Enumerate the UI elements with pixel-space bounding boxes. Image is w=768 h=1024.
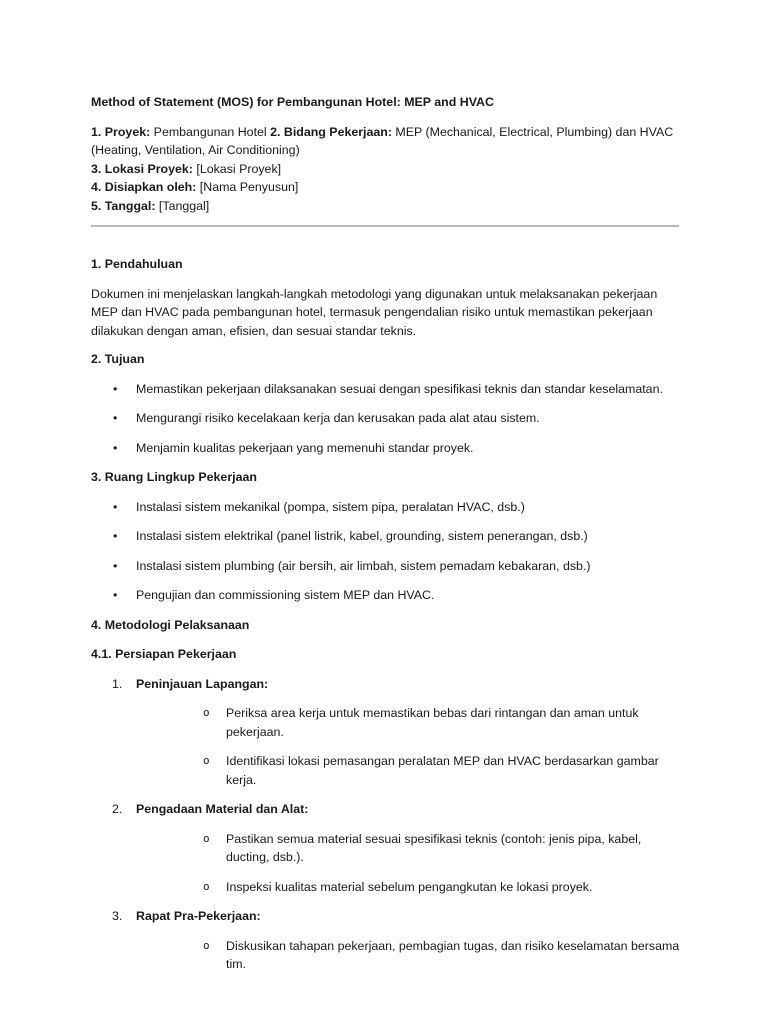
meta-disiapkan-value: [Nama Penyusun] <box>196 180 299 194</box>
step-item <box>91 907 681 974</box>
section-heading-tujuan: 2. Tujuan <box>91 352 145 366</box>
sub-list-item: o Diskusikan tahapan pekerjaan, pembagian tugas, dan risiko keselamatan bersama tim. <box>136 937 681 974</box>
step-sub-list <box>136 830 681 897</box>
meta-tanggal-value: [Tanggal] <box>155 198 210 213</box>
meta-bidang-label: 2. Bidang Pekerjaan: <box>270 124 392 139</box>
subsection-heading-persiapan: 4.1. Persiapan Pekerjaan <box>91 647 237 661</box>
meta-lokasi-value: [Lokasi Proyek] <box>192 161 282 176</box>
step-sub-list <box>136 937 681 974</box>
step-item <box>91 800 681 896</box>
meta-proyek-bidang <box>91 123 681 160</box>
sub-list-item: o Pastikan semua material sesuai spesifikasi teknis (contoh: jenis pipa, kabel, ducting, dsb.). <box>136 830 681 867</box>
meta-lokasi-label: 3. Lokasi Proyek: <box>91 161 193 176</box>
meta-tanggal <box>91 197 681 216</box>
meta-disiapkan <box>91 178 681 197</box>
list-item: • Mengurangi risiko kecelakaan kerja dan kerusakan pada alat atau sistem. <box>91 409 681 428</box>
meta-disiapkan-label: 4. Disiapkan oleh: <box>91 180 197 194</box>
list-item: • Instalasi sistem elektrikal (panel listrik, kabel, grounding, sistem penerangan, dsb.) <box>91 527 681 546</box>
project-meta <box>91 123 681 216</box>
persiapan-steps <box>91 675 681 974</box>
step-number: 1. <box>112 676 123 691</box>
meta-lokasi <box>91 160 681 179</box>
step-number: 2. <box>112 802 123 816</box>
step-number: 3. <box>112 909 123 923</box>
pendahuluan-paragraph: Dokumen ini menjelaskan langkah-langkah metodologi yang digunakan untuk melaksanakan pekerjaan MEP dan HVAC pada pembangunan hotel, termasuk pengendalian risiko untuk memastikan pekerjaan dilakukan dengan aman, efisien, dan sesuai standar teknis. <box>91 286 658 338</box>
ruang-lingkup-list <box>91 498 681 605</box>
horizontal-divider <box>91 225 679 227</box>
meta-tanggal-label: 5. Tanggal: <box>91 198 156 213</box>
document-page <box>91 93 681 974</box>
step-title: Peninjauan Lapangan: <box>136 676 269 691</box>
meta-proyek-value: Pembangunan Hotel <box>150 124 271 139</box>
step-item <box>91 675 681 790</box>
meta-proyek-label: 1. Proyek: <box>91 124 151 139</box>
step-title: Rapat Pra-Pekerjaan: <box>136 909 261 923</box>
list-item: • Instalasi sistem plumbing (air bersih, air limbah, sistem pemadam kebakaran, dsb.) <box>91 557 681 576</box>
sub-list-item: o Periksa area kerja untuk memastikan bebas dari rintangan dan aman untuk pekerjaan. <box>136 704 681 741</box>
list-item: • Memastikan pekerjaan dilaksanakan sesuai dengan spesifikasi teknis dan standar keselamatan. <box>91 380 681 399</box>
list-item: • Pengujian dan commissioning sistem MEP dan HVAC. <box>91 586 681 605</box>
list-item: • Instalasi sistem mekanikal (pompa, sistem pipa, peralatan HVAC, dsb.) <box>91 498 681 517</box>
section-heading-ruang-lingkup: 3. Ruang Lingkup Pekerjaan <box>91 470 257 484</box>
document-title: Method of Statement (MOS) for Pembangunan Hotel: MEP and HVAC <box>91 95 494 109</box>
step-sub-list <box>136 704 681 789</box>
sub-list-item: o Inspeksi kualitas material sebelum pengangkutan ke lokasi proyek. <box>136 878 681 897</box>
sub-list-item: o Identifikasi lokasi pemasangan peralatan MEP dan HVAC berdasarkan gambar kerja. <box>136 752 681 789</box>
section-heading-pendahuluan: 1. Pendahuluan <box>91 257 183 271</box>
section-heading-metodologi: 4. Metodologi Pelaksanaan <box>91 617 250 632</box>
list-item: • Menjamin kualitas pekerjaan yang memenuhi standar proyek. <box>91 439 681 458</box>
step-title: Pengadaan Material dan Alat: <box>136 802 309 816</box>
tujuan-list <box>91 380 681 458</box>
meta-bidang-value: MEP (Mechanical, Electrical, Plumbing) dan HVAC (Heating, Ventilation, Air Conditioning) <box>91 124 674 157</box>
